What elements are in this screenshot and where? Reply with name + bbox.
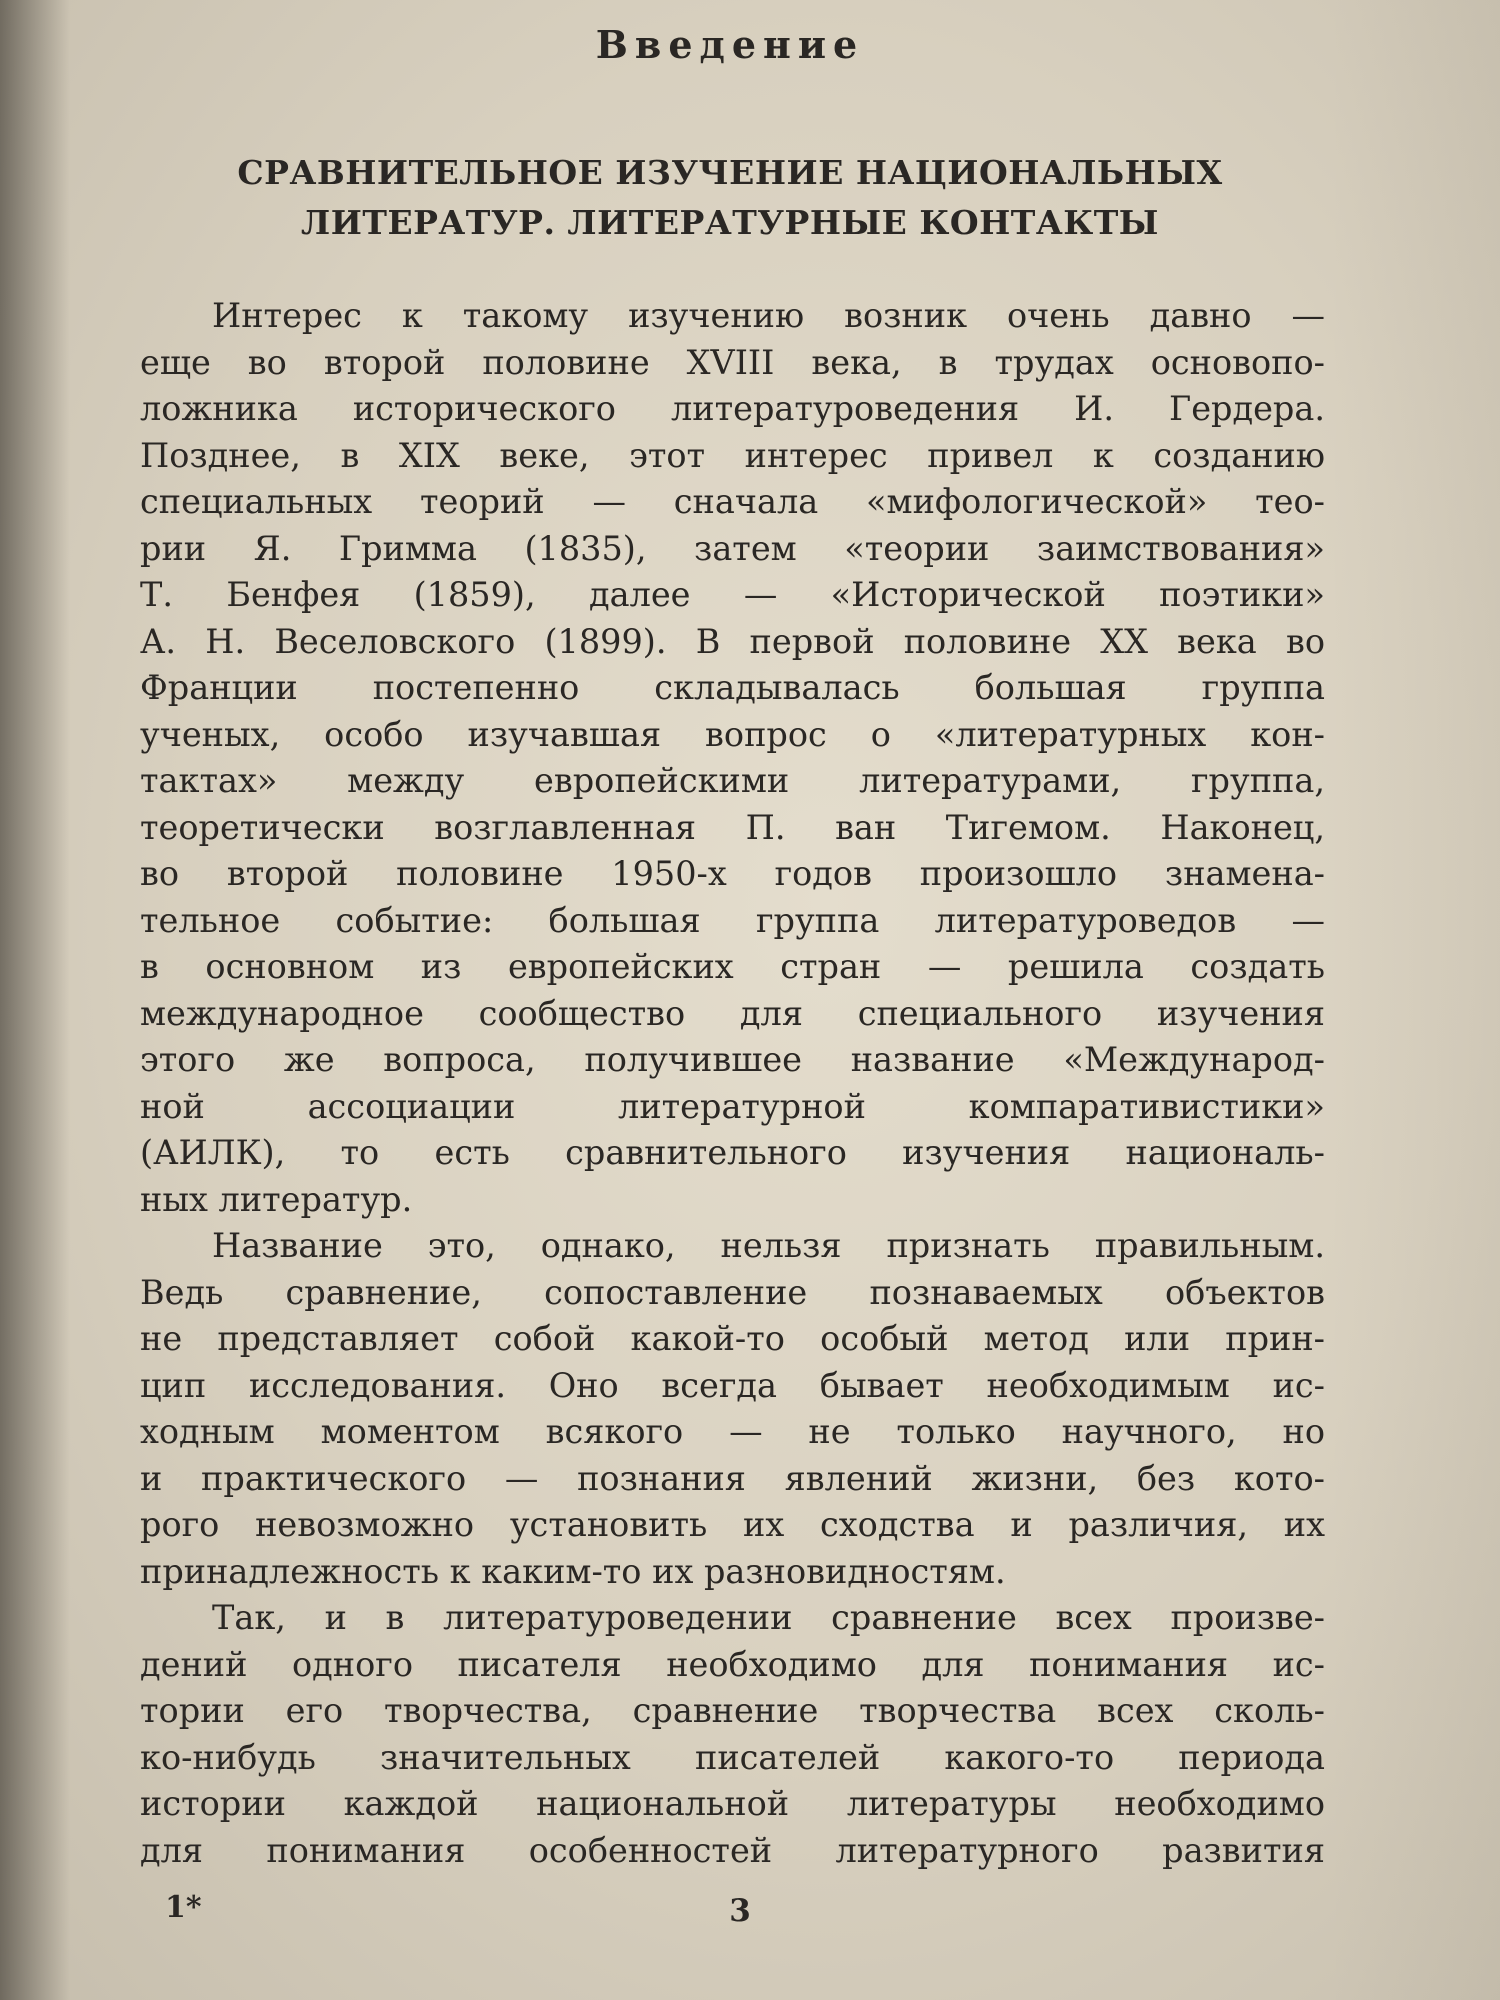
text-line: этого же вопроса, получившее название «Международ-: [140, 1040, 1325, 1079]
text-line: в основном из европейских стран — решила создать: [140, 947, 1325, 986]
text-line: (АИЛК), то есть сравнительного изучения националь-: [140, 1133, 1325, 1172]
text-line: и практического — познания явлений жизни, без кото-: [140, 1458, 1325, 1498]
text-line: цип исследования. Оно всегда бывает необходимым ис-: [140, 1365, 1325, 1405]
text-line: Интерес к такому изучению возник очень давно —: [212, 296, 1325, 335]
text-line: тории его творчества, сравнение творчества всех сколь-: [140, 1691, 1325, 1730]
text-line: для понимания особенностей литературного развития: [140, 1830, 1325, 1870]
text-line: международное сообщество для специального изучения: [140, 993, 1325, 1033]
text-line: Франции постепенно складывалась большая группа: [140, 668, 1325, 707]
text-line: дений одного писателя необходимо для понимания ис-: [140, 1644, 1325, 1684]
signature-mark: 1*: [165, 1890, 202, 1925]
text-line: ложника исторического литературоведения И. Гердера.: [140, 389, 1325, 428]
text-line: принадлежность к каким-то их разновидностям.: [140, 1551, 1006, 1591]
text-line: истории каждой национальной литературы необходимо: [140, 1784, 1325, 1823]
text-line: не представляет собой какой-то особый метод или прин-: [140, 1319, 1325, 1358]
chapter-title-line: СРАВНИТЕЛЬНОЕ ИЗУЧЕНИЕ НАЦИОНАЛЬНЫХ: [237, 153, 1223, 192]
text-line: тельное событие: большая группа литературоведов —: [140, 900, 1325, 940]
text-line: ко-нибудь значительных писателей какого-то периода: [140, 1737, 1325, 1777]
text-line: рии Я. Гримма (1835), затем «теории заимствования»: [140, 528, 1325, 568]
text-line: А. Н. Веселовского (1899). В первой половине XX века во: [140, 621, 1325, 661]
page-number: 3: [729, 1893, 751, 1929]
section-title: Введение: [595, 22, 865, 67]
text-line: Т. Бенфея (1859), далее — «Исторической поэтики»: [140, 575, 1325, 614]
text-line: рого невозможно установить их сходства и различия, их: [140, 1505, 1325, 1544]
text-line: Позднее, в XIX веке, этот интерес привел к созданию: [140, 435, 1325, 475]
text-line: Так, и в литературоведении сравнение всех произве-: [212, 1598, 1325, 1637]
text-line: еще во второй половине XVIII века, в трудах основопо-: [140, 342, 1325, 382]
text-line: теоретически возглавленная П. ван Тигемом. Наконец,: [140, 807, 1325, 847]
chapter-title-line: ЛИТЕРАТУР. ЛИТЕРАТУРНЫЕ КОНТАКТЫ: [301, 203, 1159, 242]
text-line: ученых, особо изучавшая вопрос о «литературных кон-: [140, 714, 1325, 754]
chapter-title: [0, 148, 1460, 248]
text-line: специальных теорий — сначала «мифологической» тео-: [140, 482, 1325, 521]
text-line: ной ассоциации литературной компаративистики»: [140, 1086, 1325, 1126]
text-line: ходным моментом всякого — не только научного, но: [140, 1412, 1325, 1451]
text-line: Название это, однако, нельзя признать правильным.: [212, 1226, 1325, 1265]
text-line: во второй половине 1950-х годов произошло знамена-: [140, 854, 1325, 893]
text-line: тактах» между европейскими литературами, группа,: [140, 761, 1325, 800]
text-line: ных литератур.: [140, 1179, 413, 1219]
body-text: [140, 293, 1325, 1874]
text-line: Ведь сравнение, сопоставление познаваемых объектов: [140, 1272, 1325, 1312]
